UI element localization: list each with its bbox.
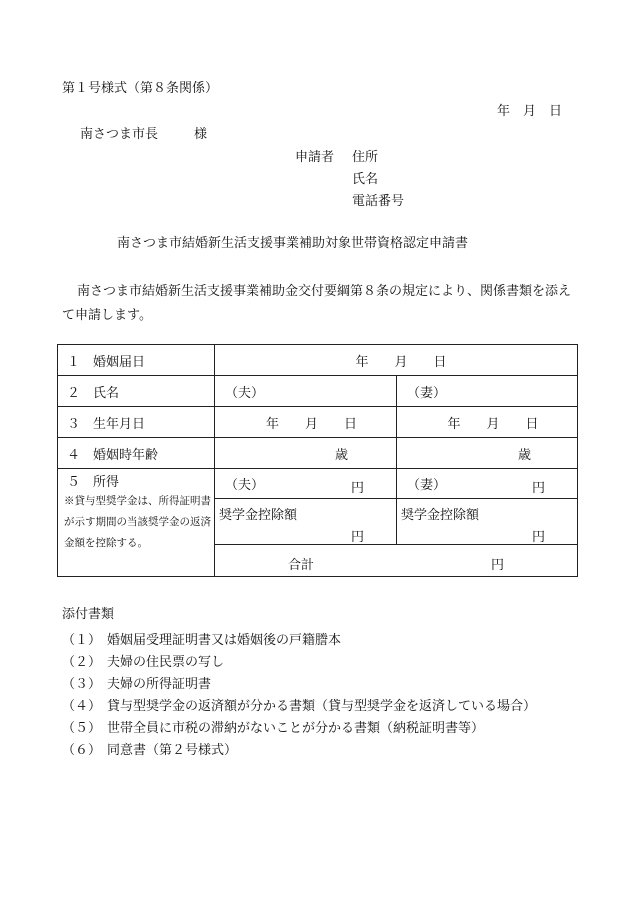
husband-name-cell[interactable] [215,376,397,407]
wife-income-unit: 円 [532,481,546,496]
income-label: ５ 所得 [67,475,120,490]
wife-deduction-unit: 円 [532,530,546,545]
husband-birthdate-placeholder: 年 月 日 [265,416,357,432]
attachments-list [62,630,536,762]
income-label-cell [58,469,215,577]
wife-income-cell[interactable] [397,469,578,499]
row-age [58,438,578,469]
attachment-number: （５） [62,721,102,736]
row-income-top [58,469,578,499]
attachment-item [62,652,536,674]
husband-deduction-label: 奨学金控除額 [219,508,298,523]
husband-income-unit: 円 [350,481,364,496]
total-unit: 円 [491,558,505,573]
row-birthdate [58,407,578,438]
wife-age-unit: 歳 [518,447,532,463]
attachment-text: 夫婦の所得証明書 [107,677,212,692]
wife-name-cell[interactable] [397,376,578,407]
attachment-text: 同意書（第２号様式） [107,743,238,758]
husband-age-cell[interactable] [215,438,397,469]
husband-deduction-unit: 円 [350,530,364,545]
wife-birthdate-cell[interactable] [397,407,578,438]
husband-deduction-cell[interactable] [215,499,397,545]
name-row-label: ２ 氏名 [58,376,215,407]
husband-name-label: （夫） [225,385,265,401]
attachment-item [62,674,536,696]
attachment-number: （６） [62,743,102,758]
husband-income-cell[interactable] [215,469,397,499]
wife-income-label: （妻） [407,478,447,493]
attachment-number: （１） [62,633,102,648]
application-table [57,344,578,577]
form-number: 第１号様式（第８条関係） [62,81,219,96]
total-label: 合計 [288,558,315,573]
husband-income-label: （夫） [225,478,265,493]
marriage-date-label: １ 婚姻届日 [58,345,215,376]
phone-label: 電話番号 [352,194,405,209]
attachment-number: （３） [62,677,102,692]
attachment-number: （２） [62,655,102,670]
date-line: 年 月 日 [497,104,563,119]
recipient-honorific: 様 [194,127,208,142]
attachments-title: 添付書類 [62,607,115,622]
document-body: 南さつま市結婚新生活支援事業補助金交付要綱第８条の規定により、関係書類を添えて申請します。 [62,284,572,323]
attachment-text: 貸与型奨学金の返済額が分かる書類（貸与型奨学金を返済している場合） [107,699,537,714]
attachment-item [62,696,536,718]
total-cell[interactable] [215,545,578,577]
attachment-text: 世帯全員に市税の滞納がないことが分かる書類（納税証明書等） [107,721,485,736]
attachment-text: 婚姻届受理証明書又は婚姻後の戸籍謄本 [107,633,342,648]
wife-birthdate-placeholder: 年 月 日 [447,416,539,432]
attachment-text: 夫婦の住民票の写し [107,655,225,670]
attachment-item [62,630,536,652]
wife-name-label: （妻） [407,385,447,401]
applicant-label: 申請者 [295,150,335,165]
attachment-number: （４） [62,699,102,714]
marriage-date-value[interactable] [215,345,578,376]
attachment-item [62,718,536,740]
wife-age-cell[interactable] [397,438,578,469]
document-title: 南さつま市結婚新生活支援事業補助対象世帯資格認定申請書 [117,236,469,251]
wife-deduction-label: 奨学金控除額 [401,508,480,523]
row-name [58,376,578,407]
recipient: 南さつま市長 [80,127,159,142]
address-label: 住所 [352,150,379,165]
wife-deduction-cell[interactable] [397,499,578,545]
marriage-date-placeholder: 年 月 日 [355,354,447,370]
row-marriage-date [58,345,578,376]
attachment-item [62,740,536,762]
husband-age-unit: 歳 [334,447,348,463]
husband-birthdate-cell[interactable] [215,407,397,438]
birthdate-label: ３ 生年月日 [58,407,215,438]
age-label: ４ 婚姻時年齢 [58,438,215,469]
name-label: 氏名 [352,172,379,187]
income-note: ※貸与型奨学金は、所得証明書が示す期間の当該奨学金の返済金額を控除する。 [64,495,211,549]
